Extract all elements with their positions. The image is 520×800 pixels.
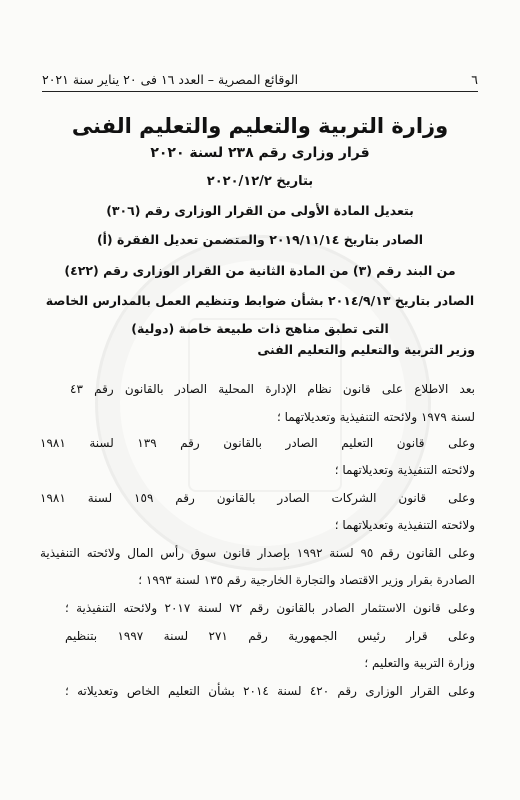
preamble-line: ولائحته التنفيذية وتعديلاتهما ؛: [334, 518, 475, 532]
preamble-line: وعلى القرار الوزارى رقم ٤٢٠ لسنة ٢٠١٤ بشأن التعليم الخاص وتعديلاته ؛: [65, 684, 476, 698]
preamble-line: ولائحته التنفيذية وتعديلاتهما ؛: [334, 463, 475, 477]
decree-number: قرار وزارى رقم ٢٣٨ لسنة ٢٠٢٠: [150, 145, 370, 161]
subject-line: التى تطبق مناهج ذات طبيعة خاصة (دولية): [131, 321, 389, 336]
preamble-line: بعد الاطلاع على قانون نظام الإدارة المحلية الصادر بالقانون رقم ٤٣: [70, 382, 475, 396]
preamble-line: وعلى قانون التعليم الصادر بالقانون رقم ١٣٩ لسنة ١٩٨١: [40, 436, 476, 450]
subject-line: الصادر بتاريخ ٢٠١٩/١١/١٤ والمتضمن تعديل الفقرة (أ): [96, 232, 424, 247]
subject-line: الصادر بتاريخ ٢٠١٤/٩/١٣ بشأن ضوابط وتنظيم العمل بالمدارس الخاصة: [45, 293, 475, 308]
page-header: [42, 70, 478, 88]
minister-heading: وزير التربية والتعليم والتعليم الفنى: [257, 342, 475, 357]
preamble-line: لسنة ١٩٧٩ ولائحته التنفيذية وتعديلاتهما ؛: [276, 410, 475, 424]
header-rule: [42, 91, 478, 92]
preamble-line: وعلى قرار رئيس الجمهورية رقم ٢٧١ لسنة ١٩٩٧ بتنظيم: [65, 629, 475, 643]
preamble-line: الصادرة بقرار وزير الاقتصاد والتجارة الخارجية رقم ١٣٥ لسنة ١٩٩٣ ؛: [138, 573, 475, 587]
ministry-title: وزارة التربية والتعليم والتعليم الفنى: [71, 114, 449, 138]
preamble-line: وعلى قانون الاستثمار الصادر بالقانون رقم ٧٢ لسنة ٢٠١٧ ولائحته التنفيذية ؛: [65, 601, 475, 615]
page-number: ٦: [471, 71, 478, 87]
subject-line: بتعديل المادة الأولى من القرار الوزارى رقم (٣٠٦): [106, 203, 414, 218]
decree-date: بتاريخ ٢٠٢٠/١٢/٢: [206, 174, 314, 189]
preamble-line: وعلى قانون الشركات الصادر بالقانون رقم ١٥٩ لسنة ١٩٨١: [40, 491, 476, 505]
preamble-line: وعلى القانون رقم ٩٥ لسنة ١٩٩٢ بإصدار قانون سوق رأس المال ولائحته التنفيذية: [40, 546, 475, 560]
publication-line: الوقائع المصرية – العدد ١٦ فى ٢٠ يناير سنة ٢٠٢١: [42, 71, 299, 87]
preamble-line: وزارة التربية والتعليم ؛: [364, 656, 475, 670]
subject-line: من البند رقم (٣) من المادة الثانية من القرار الوزارى رقم (٤٢٢): [64, 263, 456, 278]
